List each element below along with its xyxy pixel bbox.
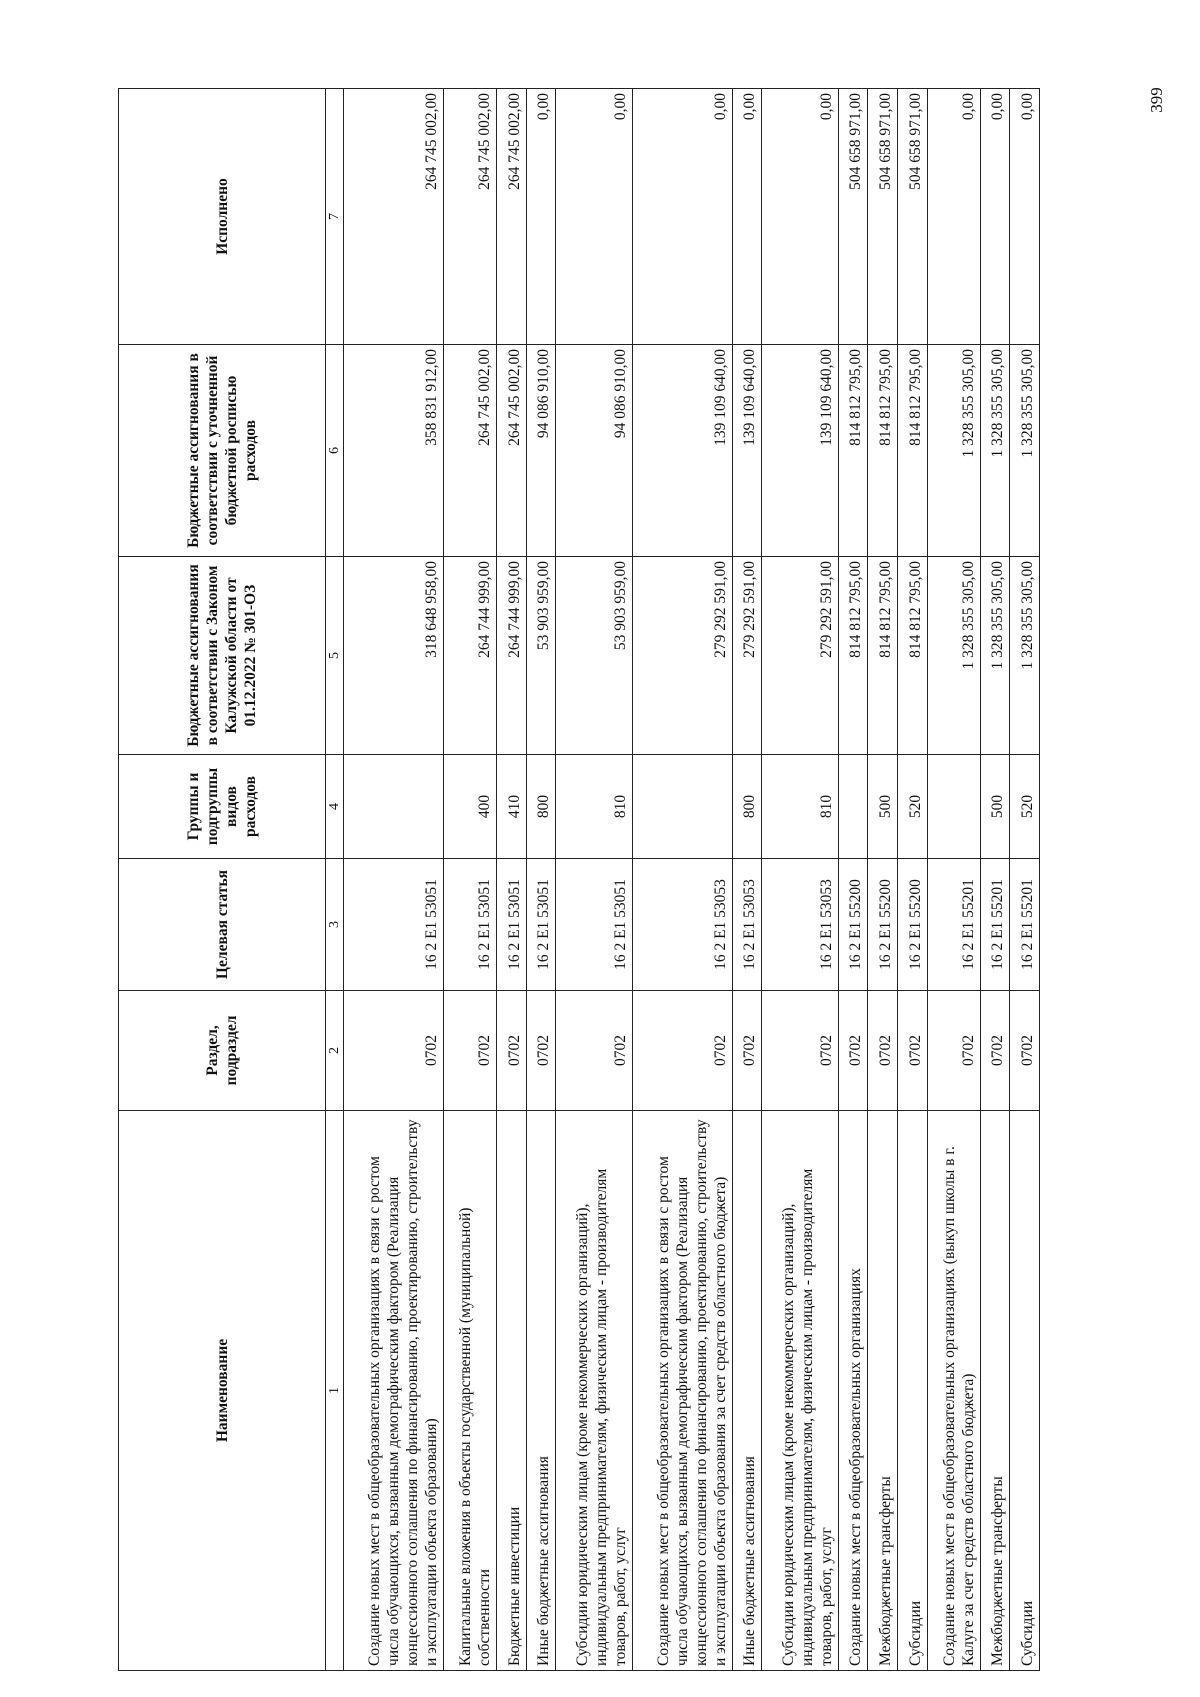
- table-body: [344, 89, 1040, 1671]
- row-budget-law: 264 744 999,00: [443, 557, 496, 755]
- row-executed: 264 745 002,00: [497, 89, 527, 345]
- row-group: 800: [526, 755, 556, 859]
- row-target: 16 2 E1 53053: [762, 859, 839, 991]
- row-name: Субсидии юридическим лицам (кроме некоммерческих организаций), индивидуальным предпринимателям, физическим лицам - производителям товаров, работ, услуг: [762, 1111, 839, 1671]
- row-executed: 504 658 971,00: [898, 89, 928, 345]
- row-group: 810: [762, 755, 839, 859]
- table-row: [732, 89, 762, 1671]
- row-target: 16 2 E1 53051: [344, 859, 444, 991]
- row-name: Межбюджетные трансферты: [980, 1111, 1010, 1671]
- row-section: 0702: [980, 991, 1010, 1111]
- row-group: 810: [556, 755, 633, 859]
- column-number: 5: [326, 557, 344, 755]
- row-target: 16 2 E1 55200: [838, 859, 868, 991]
- row-budget-law: 318 648 958,00: [344, 557, 444, 755]
- row-name: Иные бюджетные ассигнования: [732, 1111, 762, 1671]
- row-budget-law: 814 812 795,00: [838, 557, 868, 755]
- table-row: [838, 89, 868, 1671]
- row-budget-law: 814 812 795,00: [898, 557, 928, 755]
- row-budget-law: 1 328 355 305,00: [980, 557, 1010, 755]
- header-section: Раздел, подраздел: [119, 991, 326, 1111]
- header-groups: Группы и подгруппы видов расходов: [119, 755, 326, 859]
- row-name: Межбюджетные трансферты: [868, 1111, 898, 1671]
- row-budget-list: 94 086 910,00: [526, 345, 556, 557]
- row-target: 16 2 E1 53051: [526, 859, 556, 991]
- row-group: 410: [497, 755, 527, 859]
- row-budget-list: 814 812 795,00: [868, 345, 898, 557]
- row-name: Создание новых мест в общеобразовательных организациях: [838, 1111, 868, 1671]
- row-section: 0702: [838, 991, 868, 1111]
- row-executed: 0,00: [980, 89, 1010, 345]
- row-budget-list: 139 109 640,00: [632, 345, 732, 557]
- row-budget-list: 814 812 795,00: [838, 345, 868, 557]
- row-group: [927, 755, 980, 859]
- row-group: 520: [898, 755, 928, 859]
- row-budget-list: 1 328 355 305,00: [1010, 345, 1040, 557]
- row-budget-list: 139 109 640,00: [732, 345, 762, 557]
- row-executed: 264 745 002,00: [344, 89, 444, 345]
- row-target: 16 2 E1 53051: [443, 859, 496, 991]
- row-budget-law: 1 328 355 305,00: [1010, 557, 1040, 755]
- row-target: 16 2 E1 53051: [556, 859, 633, 991]
- row-budget-list: 264 745 002,00: [443, 345, 496, 557]
- row-name: Создание новых мест в общеобразовательных организациях в связи с ростом числа обучающихся, вызванным демографическим фактором (Реализация концессионного соглашения по финансированию, проектированию, строительству и эксплуатации объекта образования): [344, 1111, 444, 1671]
- row-budget-law: 279 292 591,00: [762, 557, 839, 755]
- table-row: [556, 89, 633, 1671]
- row-budget-law: 814 812 795,00: [868, 557, 898, 755]
- row-budget-list: 264 745 002,00: [497, 345, 527, 557]
- column-number: 7: [326, 89, 344, 345]
- row-name: Бюджетные инвестиции: [497, 1111, 527, 1671]
- row-section: 0702: [556, 991, 633, 1111]
- header-executed: Исполнено: [119, 89, 326, 345]
- row-group: [344, 755, 444, 859]
- row-name: Субсидии: [898, 1111, 928, 1671]
- row-budget-list: 94 086 910,00: [556, 345, 633, 557]
- row-executed: 0,00: [1010, 89, 1040, 345]
- row-section: 0702: [497, 991, 527, 1111]
- header-target: Целевая статья: [119, 859, 326, 991]
- row-section: 0702: [927, 991, 980, 1111]
- row-group: 520: [1010, 755, 1040, 859]
- column-number: 6: [326, 345, 344, 557]
- row-target: 16 2 E1 53053: [732, 859, 762, 991]
- row-group: 500: [868, 755, 898, 859]
- table-row: [980, 89, 1010, 1671]
- row-group: [632, 755, 732, 859]
- row-name: Создание новых мест в общеобразовательных организациях (выкуп школы в г. Калуге за счет средств областного бюджета): [927, 1111, 980, 1671]
- row-section: 0702: [344, 991, 444, 1111]
- row-executed: 504 658 971,00: [838, 89, 868, 345]
- row-budget-law: 53 903 959,00: [526, 557, 556, 755]
- row-target: 16 2 E1 55201: [927, 859, 980, 991]
- table-row: [1010, 89, 1040, 1671]
- row-budget-list: 358 831 912,00: [344, 345, 444, 557]
- table-row: [497, 89, 527, 1671]
- row-budget-law: 264 744 999,00: [497, 557, 527, 755]
- row-section: 0702: [632, 991, 732, 1111]
- row-section: 0702: [898, 991, 928, 1111]
- row-executed: 0,00: [732, 89, 762, 345]
- row-target: 16 2 E1 55200: [868, 859, 898, 991]
- row-budget-list: 1 328 355 305,00: [980, 345, 1010, 557]
- header-budget-law: Бюджетные ассигнования в соответствии с Законом Калужской области от 01.12.2022 № 301-ОЗ: [119, 557, 326, 755]
- table-row: [898, 89, 928, 1671]
- table-row: [762, 89, 839, 1671]
- row-target: 16 2 E1 53051: [497, 859, 527, 991]
- row-name: Капитальные вложения в объекты государственной (муниципальной) собственности: [443, 1111, 496, 1671]
- row-executed: 0,00: [762, 89, 839, 345]
- row-section: 0702: [1010, 991, 1040, 1111]
- row-budget-list: 139 109 640,00: [762, 345, 839, 557]
- row-group: 400: [443, 755, 496, 859]
- row-name: Субсидии: [1010, 1111, 1040, 1671]
- row-target: 16 2 E1 55201: [1010, 859, 1040, 991]
- row-executed: 0,00: [526, 89, 556, 345]
- row-executed: 0,00: [556, 89, 633, 345]
- column-number: 3: [326, 859, 344, 991]
- row-executed: 264 745 002,00: [443, 89, 496, 345]
- row-section: 0702: [732, 991, 762, 1111]
- table-row: [927, 89, 980, 1671]
- row-group: 800: [732, 755, 762, 859]
- row-budget-law: 279 292 591,00: [632, 557, 732, 755]
- header-budget-list: Бюджетные ассигнования в соответствии с уточненной бюджетной росписью расходов: [119, 345, 326, 557]
- row-target: 16 2 E1 53053: [632, 859, 732, 991]
- table-row: [868, 89, 898, 1671]
- row-section: 0702: [868, 991, 898, 1111]
- header-name: Наименование: [119, 1111, 326, 1671]
- row-executed: 0,00: [927, 89, 980, 345]
- table-row: [443, 89, 496, 1671]
- row-name: Субсидии юридическим лицам (кроме некоммерческих организаций), индивидуальным предпринимателям, физическим лицам - производителям товаров, работ, услуг: [556, 1111, 633, 1671]
- row-target: 16 2 E1 55200: [898, 859, 928, 991]
- row-budget-law: 1 328 355 305,00: [927, 557, 980, 755]
- row-target: 16 2 E1 55201: [980, 859, 1010, 991]
- column-number: 2: [326, 991, 344, 1111]
- table-row: [632, 89, 732, 1671]
- column-number: 4: [326, 755, 344, 859]
- row-section: 0702: [526, 991, 556, 1111]
- column-number-row: [326, 89, 344, 1671]
- row-budget-list: 1 328 355 305,00: [927, 345, 980, 557]
- row-section: 0702: [443, 991, 496, 1111]
- row-executed: 504 658 971,00: [868, 89, 898, 345]
- row-name: Иные бюджетные ассигнования: [526, 1111, 556, 1671]
- page-number: 399: [1147, 87, 1166, 113]
- column-number: 1: [326, 1111, 344, 1671]
- table-row: [526, 89, 556, 1671]
- header-row: [119, 89, 326, 1671]
- row-budget-law: 279 292 591,00: [732, 557, 762, 755]
- row-budget-law: 53 903 959,00: [556, 557, 633, 755]
- row-group: [838, 755, 868, 859]
- row-budget-list: 814 812 795,00: [898, 345, 928, 557]
- rotated-sheet: [118, 89, 1040, 1671]
- budget-table: [118, 88, 1040, 1671]
- row-executed: 0,00: [632, 89, 732, 345]
- row-section: 0702: [762, 991, 839, 1111]
- table-row: [344, 89, 444, 1671]
- row-name: Создание новых мест в общеобразовательных организациях в связи с ростом числа обучающихся, вызванным демографическим фактором (Реализация концессионного соглашения по финансированию, проектированию, строительству и эксплуатации объекта образования за счет средств областного бюджета): [632, 1111, 732, 1671]
- row-group: 500: [980, 755, 1010, 859]
